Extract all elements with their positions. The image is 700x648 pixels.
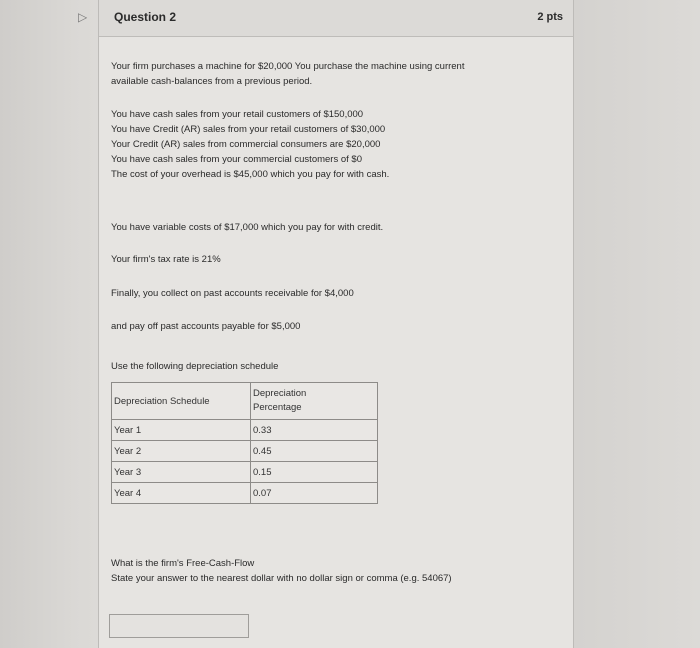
- intro-line: available cash-balances from a previous period.: [111, 76, 313, 87]
- table-row: [112, 483, 378, 504]
- question-card: [98, 0, 574, 648]
- answer-input[interactable]: [109, 614, 249, 638]
- header-line: Percentage: [253, 402, 302, 413]
- table-row: [112, 441, 378, 462]
- sales-line: You have Credit (AR) sales from your retail customers of $30,000: [111, 124, 386, 135]
- flag-question-icon[interactable]: ▷: [78, 10, 88, 24]
- collect-text: Finally, you collect on past accounts receivable for $4,000: [111, 288, 354, 299]
- schedule-intro-text: Use the following depreciation schedule: [111, 361, 279, 372]
- question-text: What is the firm's Free-Cash-Flow: [111, 558, 255, 569]
- percentage-cell: 0.07: [251, 483, 378, 504]
- sales-paragraph: [111, 107, 551, 182]
- sales-line: The cost of your overhead is $45,000 which you pay for with cash.: [111, 169, 390, 180]
- question-header: [99, 0, 573, 37]
- intro-paragraph: [111, 59, 551, 89]
- left-sidebar: [0, 0, 74, 648]
- table-row: [112, 420, 378, 441]
- question-points: 2 pts: [537, 11, 563, 23]
- variable-costs-text: You have variable costs of $17,000 which you pay for with credit.: [111, 222, 384, 233]
- table-header-cell: Depreciation Schedule: [112, 383, 251, 420]
- payoff-text: and pay off past accounts payable for $5,000: [111, 321, 301, 332]
- table-header-row: [112, 383, 378, 420]
- depreciation-table: [111, 382, 378, 504]
- header-line: Depreciation: [253, 388, 307, 399]
- year-cell: Year 2: [112, 441, 251, 462]
- percentage-cell: 0.45: [251, 441, 378, 462]
- sales-line: Your Credit (AR) sales from commercial consumers are $20,000: [111, 139, 381, 150]
- tax-rate-text: Your firm's tax rate is 21%: [111, 254, 221, 265]
- year-cell: Year 4: [112, 483, 251, 504]
- table-row: [112, 462, 378, 483]
- right-margin: [574, 0, 700, 648]
- year-cell: Year 3: [112, 462, 251, 483]
- sales-line: You have cash sales from your commercial customers of $0: [111, 154, 362, 165]
- intro-line: Your firm purchases a machine for $20,000 You purchase the machine using current: [111, 61, 465, 72]
- percentage-cell: 0.33: [251, 420, 378, 441]
- question-title: Question 2: [114, 10, 177, 24]
- year-cell: Year 1: [112, 420, 251, 441]
- sales-line: You have cash sales from your retail customers of $150,000: [111, 109, 364, 120]
- answer-instruction: State your answer to the nearest dollar with no dollar sign or comma (e.g. 54067): [111, 573, 452, 584]
- percentage-cell: 0.15: [251, 462, 378, 483]
- table-header-cell: [251, 383, 378, 420]
